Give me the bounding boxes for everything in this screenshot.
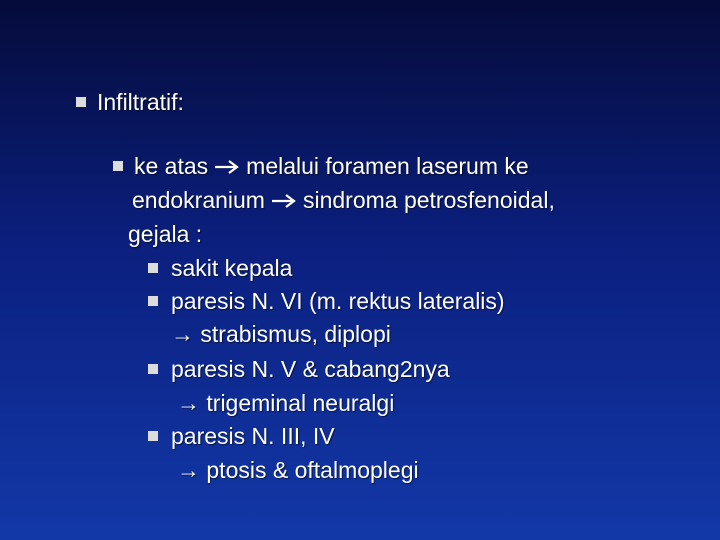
bullet-square-icon bbox=[148, 296, 158, 306]
route-text-sindroma: sindroma petrosfenoidal, bbox=[302, 187, 555, 213]
heading-infiltratif: Infiltratif: bbox=[97, 89, 184, 115]
symptom-3-label: paresis N. V & cabang2nya bbox=[171, 356, 450, 382]
symptom-3-detail: → trigeminal neuralgi bbox=[177, 390, 395, 416]
bullet-square-icon bbox=[148, 431, 158, 441]
symptom-4-detail: → ptosis & oftalmoplegi bbox=[177, 457, 419, 483]
symptom-2-label: paresis N. VI (m. rektus lateralis) bbox=[171, 288, 505, 314]
route-text-endokranium: endokranium bbox=[132, 187, 265, 213]
right-arrow-icon bbox=[214, 159, 240, 175]
route-line-3: gejala : bbox=[128, 221, 203, 247]
bullet-square-icon bbox=[148, 263, 158, 273]
route-line-2 bbox=[132, 184, 555, 216]
right-arrow-icon bbox=[271, 193, 297, 209]
bullet-square-icon bbox=[76, 97, 86, 107]
symptom-4-label: paresis N. III, IV bbox=[171, 423, 335, 449]
symptom-1-label: sakit kepala bbox=[171, 255, 293, 281]
route-text-up: ke atas bbox=[134, 153, 209, 179]
route-line-1 bbox=[134, 150, 529, 182]
symptom-2-detail: → strabismus, diplopi bbox=[171, 321, 391, 347]
route-text-foramen: melalui foramen laserum ke bbox=[246, 153, 529, 179]
bullet-square-icon bbox=[148, 364, 158, 374]
bullet-square-icon bbox=[113, 161, 123, 171]
